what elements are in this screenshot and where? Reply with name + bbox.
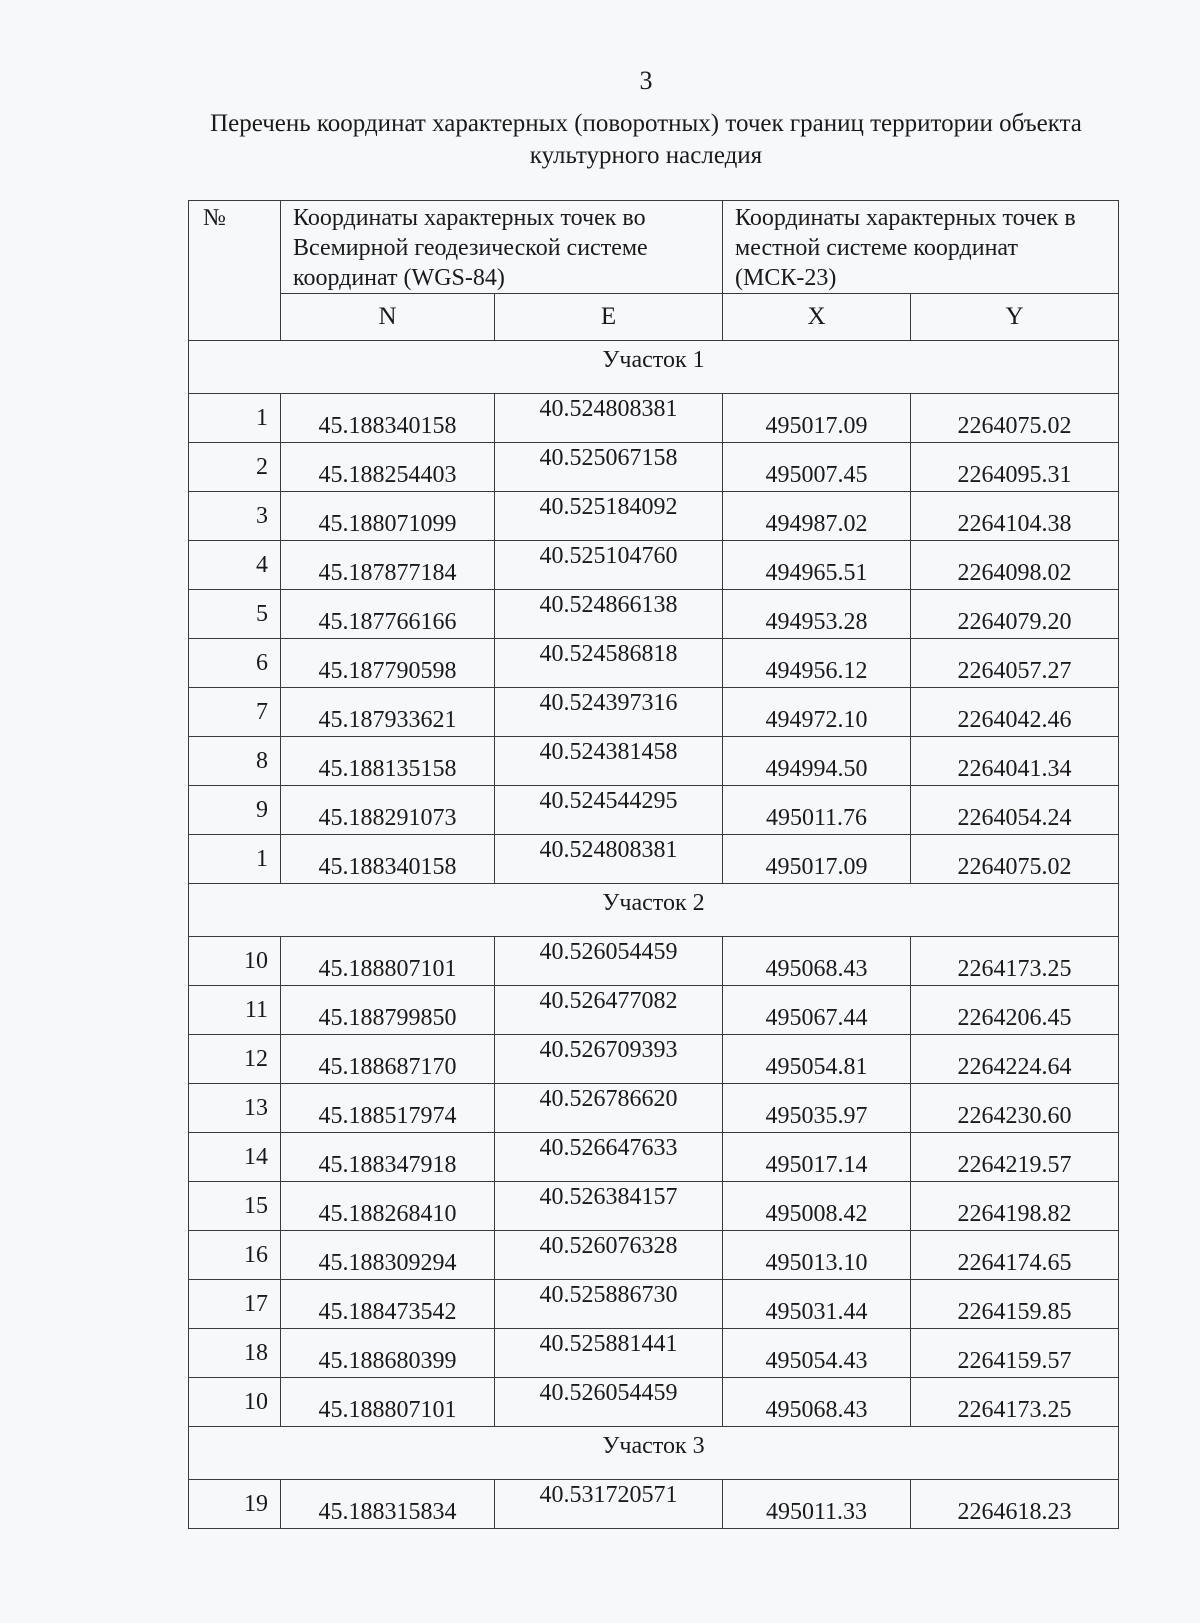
y-coordinate-cell: 2264057.27 <box>911 639 1119 688</box>
x-coordinate-cell: 495017.09 <box>723 835 911 884</box>
longitude-cell: 40.526786620 <box>495 1084 723 1133</box>
header-wgs84: Координаты характерных точек во Всемирной геодезической системе координат (WGS-84) <box>281 201 723 294</box>
point-number-cell: 10 <box>189 1378 281 1427</box>
header-msk23: Координаты характерных точек в местной системе координат (МСК-23) <box>723 201 1119 294</box>
latitude-cell: 45.188799850 <box>281 986 495 1035</box>
section-row <box>189 884 1119 937</box>
x-coordinate-cell: 494953.28 <box>723 590 911 639</box>
point-number-cell: 16 <box>189 1231 281 1280</box>
table-row <box>189 590 1119 639</box>
latitude-cell: 45.188807101 <box>281 937 495 986</box>
longitude-cell: 40.526477082 <box>495 986 723 1035</box>
point-number-cell: 4 <box>189 541 281 590</box>
latitude-cell: 45.188315834 <box>281 1480 495 1529</box>
table-row <box>189 688 1119 737</box>
x-coordinate-cell: 495011.76 <box>723 786 911 835</box>
point-number-cell: 2 <box>189 443 281 492</box>
latitude-cell: 45.187790598 <box>281 639 495 688</box>
y-coordinate-cell: 2264173.25 <box>911 1378 1119 1427</box>
section-title: Участок 3 <box>189 1427 1119 1480</box>
y-coordinate-cell: 2264159.57 <box>911 1329 1119 1378</box>
y-coordinate-cell: 2264618.23 <box>911 1480 1119 1529</box>
latitude-cell: 45.188687170 <box>281 1035 495 1084</box>
longitude-cell: 40.526384157 <box>495 1182 723 1231</box>
section-title: Участок 2 <box>189 884 1119 937</box>
x-coordinate-cell: 495054.81 <box>723 1035 911 1084</box>
y-coordinate-cell: 2264104.38 <box>911 492 1119 541</box>
longitude-cell: 40.524544295 <box>495 786 723 835</box>
longitude-cell: 40.526076328 <box>495 1231 723 1280</box>
header-x: X <box>723 294 911 341</box>
point-number-cell: 17 <box>189 1280 281 1329</box>
y-coordinate-cell: 2264206.45 <box>911 986 1119 1035</box>
y-coordinate-cell: 2264224.64 <box>911 1035 1119 1084</box>
point-number-cell: 19 <box>189 1480 281 1529</box>
longitude-cell: 40.524397316 <box>495 688 723 737</box>
y-coordinate-cell: 2264098.02 <box>911 541 1119 590</box>
longitude-cell: 40.524808381 <box>495 394 723 443</box>
x-coordinate-cell: 495017.14 <box>723 1133 911 1182</box>
y-coordinate-cell: 2264079.20 <box>911 590 1119 639</box>
x-coordinate-cell: 494987.02 <box>723 492 911 541</box>
table-row <box>189 1280 1119 1329</box>
section-title: Участок 1 <box>189 341 1119 394</box>
x-coordinate-cell: 495068.43 <box>723 1378 911 1427</box>
latitude-cell: 45.188680399 <box>281 1329 495 1378</box>
longitude-cell: 40.525886730 <box>495 1280 723 1329</box>
table-row <box>189 786 1119 835</box>
table-row <box>189 639 1119 688</box>
header-y: Y <box>911 294 1119 341</box>
header-n: N <box>281 294 495 341</box>
y-coordinate-cell: 2264230.60 <box>911 1084 1119 1133</box>
table-row <box>189 1231 1119 1280</box>
y-coordinate-cell: 2264095.31 <box>911 443 1119 492</box>
table-row <box>189 1182 1119 1231</box>
longitude-cell: 40.524866138 <box>495 590 723 639</box>
x-coordinate-cell: 495031.44 <box>723 1280 911 1329</box>
longitude-cell: 40.526647633 <box>495 1133 723 1182</box>
y-coordinate-cell: 2264173.25 <box>911 937 1119 986</box>
longitude-cell: 40.531720571 <box>495 1480 723 1529</box>
point-number-cell: 5 <box>189 590 281 639</box>
longitude-cell: 40.525104760 <box>495 541 723 590</box>
longitude-cell: 40.524808381 <box>495 835 723 884</box>
longitude-cell: 40.526054459 <box>495 937 723 986</box>
latitude-cell: 45.188340158 <box>281 394 495 443</box>
longitude-cell: 40.526054459 <box>495 1378 723 1427</box>
longitude-cell: 40.524381458 <box>495 737 723 786</box>
point-number-cell: 15 <box>189 1182 281 1231</box>
y-coordinate-cell: 2264075.02 <box>911 394 1119 443</box>
table-row <box>189 1480 1119 1529</box>
y-coordinate-cell: 2264075.02 <box>911 835 1119 884</box>
point-number-cell: 11 <box>189 986 281 1035</box>
section-row <box>189 341 1119 394</box>
point-number-cell: 18 <box>189 1329 281 1378</box>
point-number-cell: 1 <box>189 835 281 884</box>
latitude-cell: 45.187877184 <box>281 541 495 590</box>
x-coordinate-cell: 495017.09 <box>723 394 911 443</box>
section-row <box>189 1427 1119 1480</box>
x-coordinate-cell: 494972.10 <box>723 688 911 737</box>
x-coordinate-cell: 495067.44 <box>723 986 911 1035</box>
x-coordinate-cell: 495008.42 <box>723 1182 911 1231</box>
point-number-cell: 1 <box>189 394 281 443</box>
table-row <box>189 492 1119 541</box>
table-row <box>189 986 1119 1035</box>
x-coordinate-cell: 494965.51 <box>723 541 911 590</box>
x-coordinate-cell: 494956.12 <box>723 639 911 688</box>
table-row <box>189 1133 1119 1182</box>
longitude-cell: 40.524586818 <box>495 639 723 688</box>
y-coordinate-cell: 2264042.46 <box>911 688 1119 737</box>
point-number-cell: 6 <box>189 639 281 688</box>
latitude-cell: 45.187766166 <box>281 590 495 639</box>
table-row <box>189 1035 1119 1084</box>
table-row <box>189 1378 1119 1427</box>
latitude-cell: 45.188807101 <box>281 1378 495 1427</box>
y-coordinate-cell: 2264054.24 <box>911 786 1119 835</box>
latitude-cell: 45.188071099 <box>281 492 495 541</box>
point-number-cell: 8 <box>189 737 281 786</box>
y-coordinate-cell: 2264159.85 <box>911 1280 1119 1329</box>
latitude-cell: 45.188309294 <box>281 1231 495 1280</box>
table-row <box>189 1084 1119 1133</box>
latitude-cell: 45.188517974 <box>281 1084 495 1133</box>
point-number-cell: 7 <box>189 688 281 737</box>
page-number: 3 <box>639 66 653 95</box>
latitude-cell: 45.188254403 <box>281 443 495 492</box>
x-coordinate-cell: 495007.45 <box>723 443 911 492</box>
table-row <box>189 835 1119 884</box>
latitude-cell: 45.188135158 <box>281 737 495 786</box>
longitude-cell: 40.525067158 <box>495 443 723 492</box>
point-number-cell: 13 <box>189 1084 281 1133</box>
longitude-cell: 40.526709393 <box>495 1035 723 1084</box>
longitude-cell: 40.525184092 <box>495 492 723 541</box>
latitude-cell: 45.187933621 <box>281 688 495 737</box>
y-coordinate-cell: 2264219.57 <box>911 1133 1119 1182</box>
x-coordinate-cell: 494994.50 <box>723 737 911 786</box>
table-row <box>189 1329 1119 1378</box>
x-coordinate-cell: 495054.43 <box>723 1329 911 1378</box>
longitude-cell: 40.525881441 <box>495 1329 723 1378</box>
latitude-cell: 45.188291073 <box>281 786 495 835</box>
x-coordinate-cell: 495035.97 <box>723 1084 911 1133</box>
point-number-cell: 12 <box>189 1035 281 1084</box>
document-title: Перечень координат характерных (поворотных) точек границ территории объекта культурного наследия <box>210 110 1082 169</box>
table-row <box>189 937 1119 986</box>
header-e: E <box>495 294 723 341</box>
header-number: № <box>189 201 281 341</box>
point-number-cell: 9 <box>189 786 281 835</box>
table-body <box>189 341 1119 1529</box>
table-row <box>189 541 1119 590</box>
x-coordinate-cell: 495013.10 <box>723 1231 911 1280</box>
table-row <box>189 737 1119 786</box>
x-coordinate-cell: 495068.43 <box>723 937 911 986</box>
latitude-cell: 45.188340158 <box>281 835 495 884</box>
point-number-cell: 10 <box>189 937 281 986</box>
y-coordinate-cell: 2264174.65 <box>911 1231 1119 1280</box>
latitude-cell: 45.188268410 <box>281 1182 495 1231</box>
coordinates-table <box>188 200 1119 1529</box>
latitude-cell: 45.188347918 <box>281 1133 495 1182</box>
point-number-cell: 14 <box>189 1133 281 1182</box>
point-number-cell: 3 <box>189 492 281 541</box>
table-row <box>189 443 1119 492</box>
x-coordinate-cell: 495011.33 <box>723 1480 911 1529</box>
y-coordinate-cell: 2264041.34 <box>911 737 1119 786</box>
latitude-cell: 45.188473542 <box>281 1280 495 1329</box>
y-coordinate-cell: 2264198.82 <box>911 1182 1119 1231</box>
table-row <box>189 394 1119 443</box>
